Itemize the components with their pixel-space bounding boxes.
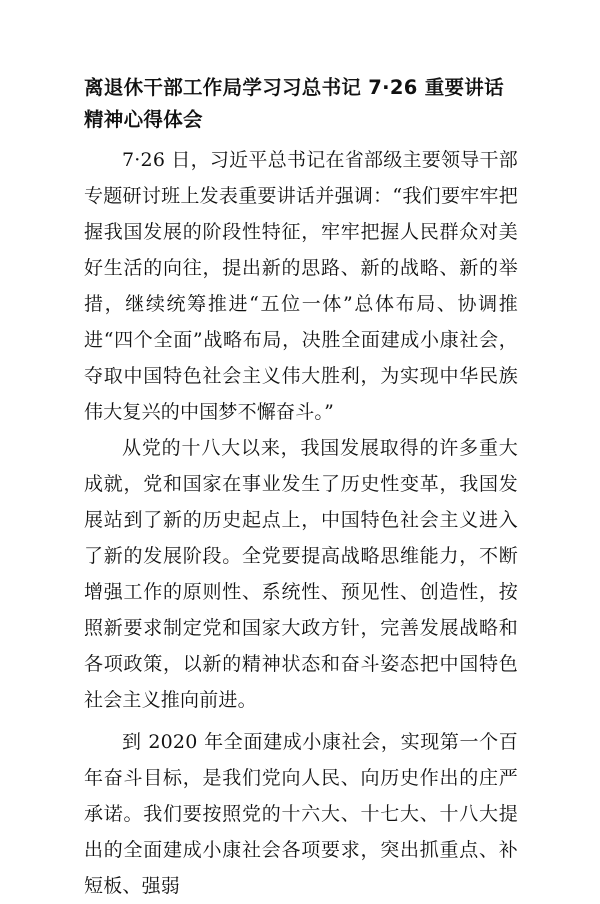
paragraph-3: 到 2020 年全面建成小康社会，实现第一个百年奋斗目标，是我们党向人民、向历史作出的庄严承诺。我们要按照党的十六大、十七大、十八大提出的全面建成小康社会各项要求，突出抓重点、补短板、强弱 (84, 731, 518, 897)
document-title: 离退休干部工作局学习习总书记 7·26 重要讲话精神心得体会 (84, 76, 504, 131)
paragraph-1: 7·26 日，习近平总书记在省部级主要领导干部专题研讨班上发表重要讲话并强调：“我们要牢牢把握我国发展的阶段性特征，牢牢把握人民群众对美好生活的向往，提出新的思路、新的战略、新的举措，继续统筹推进“五位一体”总体布局、协调推进“四个全面”战略布局，决胜全面建成小康社会，夺取中国特色社会主义伟大胜利，为实现中华民族伟大复兴的中国梦不懈奋斗。” (84, 149, 518, 423)
paragraph-2: 从党的十八大以来，我国发展取得的许多重大成就，党和国家在事业发生了历史性变革，我国发展站到了新的历史起点上，中国特色社会主义进入了新的发展阶段。全党要提高战略思维能力，不断增强工作的原则性、系统性、预见性、创造性，按照新要求制定党和国家大政方针，完善发展战略和各项政策，以新的精神状态和奋斗姿态把中国特色社会主义推向前进。 (84, 437, 518, 711)
